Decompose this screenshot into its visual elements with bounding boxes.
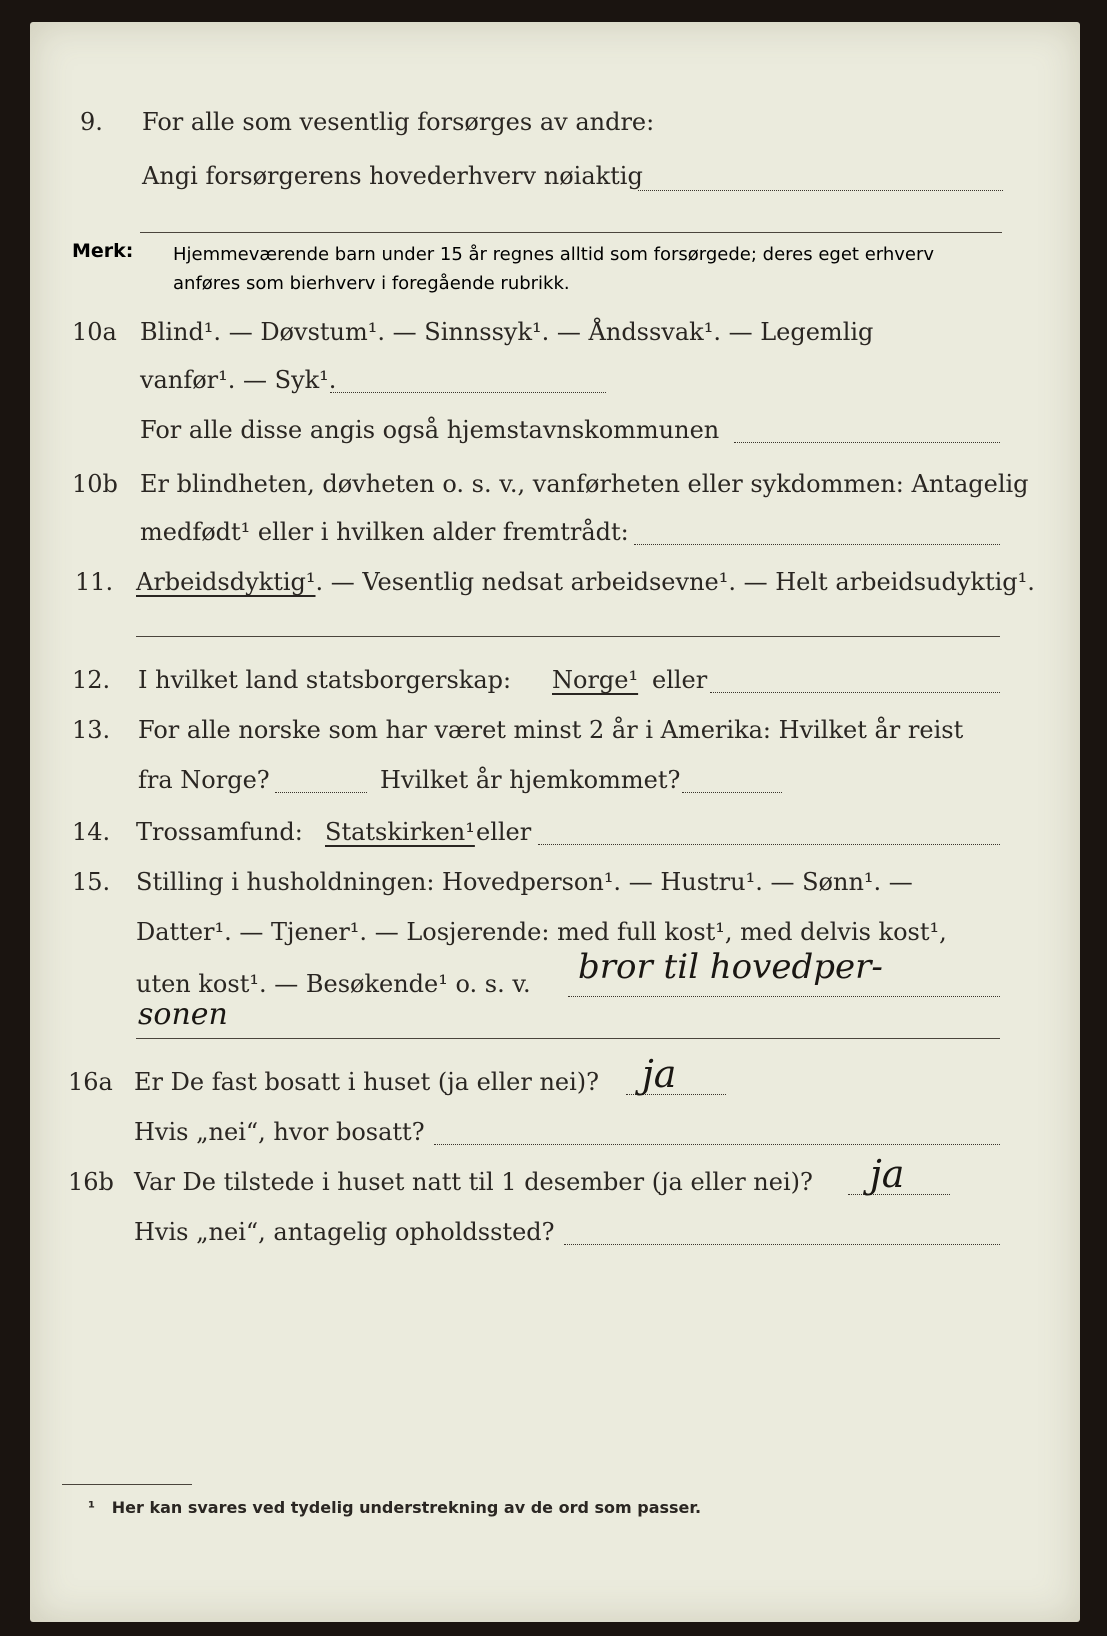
q16b-line1 <box>30 1162 1080 1202</box>
q16b-handwritten-answer: ja <box>870 1152 905 1196</box>
merk-label: Merk: <box>72 240 134 262</box>
q10b-question-cont: medfødt¹ eller i hvilken alder fremtrådt: <box>140 518 629 546</box>
q10a-options-cont: vanfør¹. — Syk¹. <box>140 366 337 394</box>
q16a-line1 <box>30 1062 1080 1102</box>
q15-answer-line2[interactable] <box>136 1038 1000 1039</box>
q10a-line2 <box>30 360 1080 400</box>
q10a-number: 10a <box>72 318 117 346</box>
q16b-line2 <box>30 1212 1080 1252</box>
q12-number: 12. <box>72 666 111 694</box>
q9-answer-line2[interactable] <box>140 232 1002 233</box>
q16a-question: Er De fast bosatt i huset (ja eller nei)? <box>134 1068 600 1096</box>
q16a-followup-field[interactable] <box>434 1144 1000 1145</box>
q10a-hometown-label: For alle disse angis også hjemstavnskommunen <box>140 416 720 444</box>
q10a-answer-field[interactable] <box>330 392 606 393</box>
q10a-options: Blind¹. — Døvstum¹. — Sinnssyk¹. — Åndssvak¹. — Legemlig <box>140 318 874 346</box>
q16b-question: Var De tilstede i huset natt til 1 desember (ja eller nei)? <box>134 1168 813 1196</box>
footnote-divider <box>62 1484 192 1485</box>
q10b-answer-field[interactable] <box>634 544 1000 545</box>
q12-option-norge[interactable]: Norge¹ <box>552 666 639 694</box>
q15-handwritten-answer-cont: sonen <box>138 997 228 1032</box>
q14-option-statskirken[interactable]: Statskirken¹ <box>325 818 475 846</box>
footnote-mark: ¹ <box>88 1498 96 1517</box>
q9-answer-field[interactable] <box>638 190 1003 191</box>
q9-question: For alle som vesentlig forsørges av andre: <box>142 108 655 136</box>
q15-options: Stilling i husholdningen: Hovedperson¹. — Hustru¹. — Sønn¹. — <box>136 868 913 896</box>
q13-return-label: Hvilket år hjemkommet? <box>380 766 681 794</box>
census-form-page <box>30 22 1080 1622</box>
q11-options-rest: . — Vesentlig nedsat arbeidsevne¹. — Helt arbeidsudyktig¹. <box>315 568 1035 596</box>
q10b-question: Er blindheten, døvheten o. s. v., vanførheten eller sykdommen: Antagelig <box>140 470 1029 498</box>
q16a-followup: Hvis „nei“, hvor bosatt? <box>134 1118 425 1146</box>
q16b-followup-field[interactable] <box>564 1244 1000 1245</box>
q10a-line3 <box>30 410 1080 450</box>
q12-answer-field[interactable] <box>710 692 1000 693</box>
footnote-text: Her kan svares ved tydelig understrekning av de ord som passer. <box>111 1498 702 1517</box>
q15-number: 15. <box>72 868 111 896</box>
q13-left-label: fra Norge? <box>138 766 270 794</box>
q11-number: 11. <box>75 568 114 596</box>
q13-question: For alle norske som har været minst 2 år i Amerika: Hvilket år reist <box>138 716 964 744</box>
q14-number: 14. <box>72 818 111 846</box>
q14-question: Trossamfund: <box>136 818 303 846</box>
q15-handwritten-answer: bror til hovedper- <box>578 947 883 987</box>
q11-options <box>136 568 1035 596</box>
q9-line2 <box>30 156 1080 196</box>
q16a-line2 <box>30 1112 1080 1152</box>
q9-line1 <box>30 102 1080 142</box>
q16a-number: 16a <box>68 1068 113 1096</box>
q12-or: eller <box>652 666 708 694</box>
footnote <box>88 1498 701 1517</box>
q15-line2 <box>30 912 1080 952</box>
q10b-number: 10b <box>72 470 118 498</box>
q13-line2 <box>30 760 1080 800</box>
q14-answer-field[interactable] <box>538 844 1000 845</box>
q13-left-field[interactable] <box>275 792 367 793</box>
q13-line1 <box>30 710 1080 750</box>
q15-options-cont: Datter¹. — Tjener¹. — Losjerende: med full kost¹, med delvis kost¹, <box>136 918 947 946</box>
q10b-line1 <box>30 464 1080 504</box>
q15-options-cont2: uten kost¹. — Besøkende¹ o. s. v. <box>136 970 531 998</box>
q10a-line1 <box>30 312 1080 352</box>
q9-number: 9. <box>80 108 103 136</box>
q12-line <box>30 660 1080 700</box>
q13-return-field[interactable] <box>682 792 782 793</box>
q15-line1 <box>30 862 1080 902</box>
merk-line2: anføres som bierhverv i foregående rubrikk. <box>173 273 570 294</box>
q16a-handwritten-answer: ja <box>642 1052 677 1096</box>
q11-line1 <box>30 562 1080 602</box>
q12-question: I hvilket land statsborgerskap: <box>138 666 512 694</box>
q10a-hometown-field[interactable] <box>734 442 1000 443</box>
q15-answer-field[interactable] <box>568 996 1000 997</box>
merk-line1: Hjemmeværende barn under 15 år regnes alltid som forsørgede; deres eget erhverv <box>173 244 935 265</box>
q14-or: eller <box>476 818 532 846</box>
q14-line <box>30 812 1080 852</box>
q16b-number: 16b <box>68 1168 114 1196</box>
q11-answer-line[interactable] <box>136 636 1000 637</box>
q11-option-underlined[interactable]: Arbeidsdyktig¹ <box>136 568 316 596</box>
q16b-followup: Hvis „nei“, antagelig opholdssted? <box>134 1218 555 1246</box>
q10b-line2 <box>30 512 1080 552</box>
q13-number: 13. <box>72 716 111 744</box>
q9-instruction: Angi forsørgerens hovederhverv nøiaktig <box>142 162 643 190</box>
